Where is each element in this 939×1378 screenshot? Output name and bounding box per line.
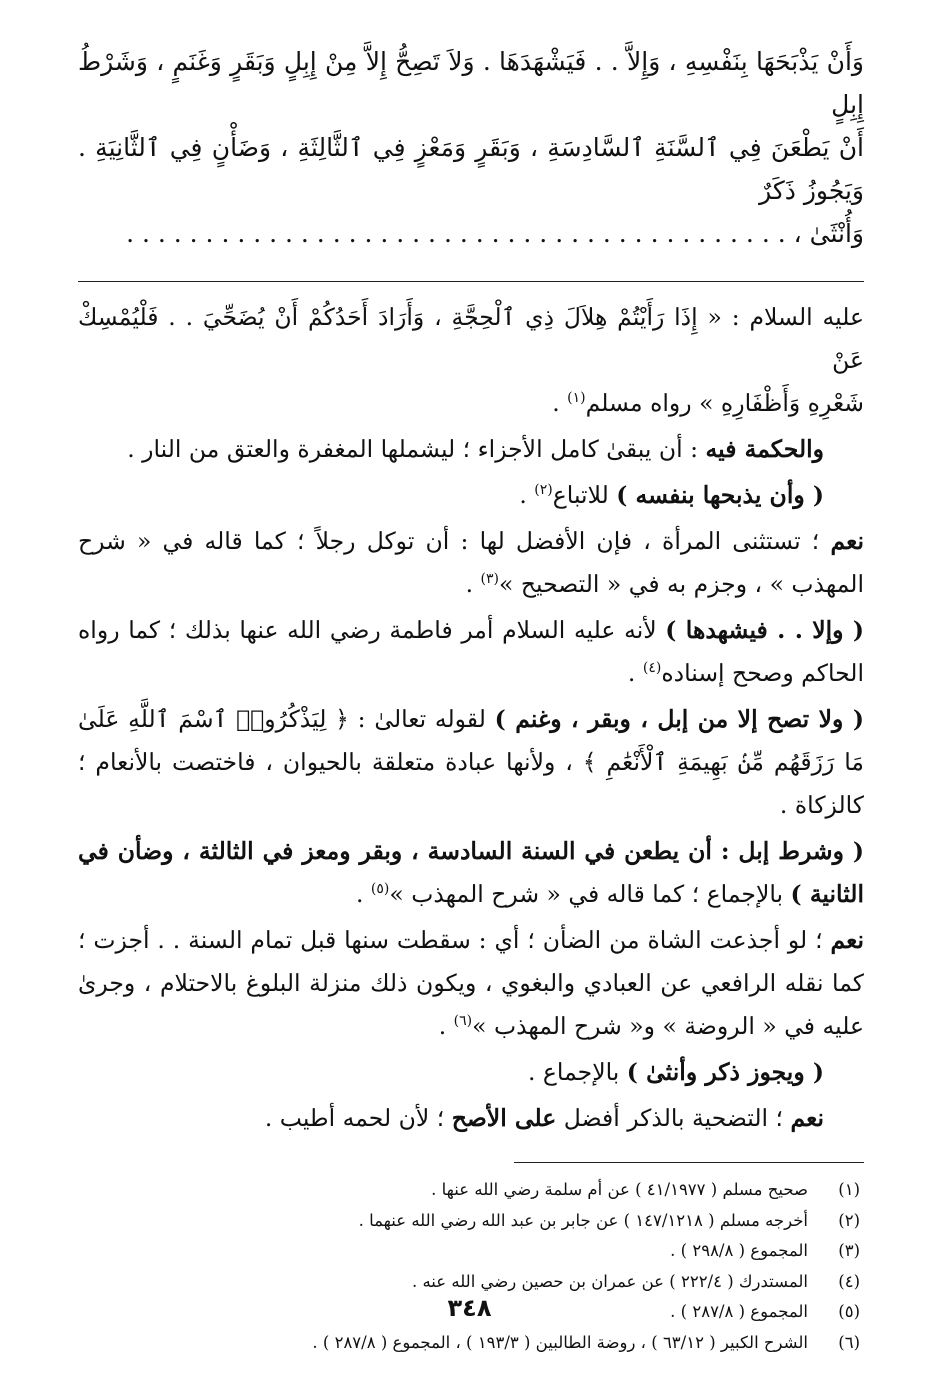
- paragraph-hikma: [78, 428, 864, 471]
- footnote-ref[interactable]: (١): [567, 390, 586, 407]
- bold-term: نعم: [790, 1104, 824, 1132]
- paragraph-shahada: [78, 609, 864, 695]
- footnote-number: (٦): [838, 1332, 860, 1352]
- sharh-text: [78, 296, 864, 1140]
- paragraph-text: ؛ تستثنى المرأة ، فإن الأفضل لها : أن توكل رجلاً ؛ كما قاله في « شرح المهذب » ، وجزم به في « التصحيح »: [78, 527, 864, 598]
- footnote-text: أخرجه مسلم ( ١٤٧/١٢١٨ ) عن جابر بن عبد الله رضي الله عنهما .: [358, 1210, 808, 1230]
- period: .: [465, 570, 481, 598]
- bold-term: ( ولا تصح إلا من إبل ، وبقر ، وغنم ): [494, 705, 864, 733]
- paragraph-text: للاتباع: [552, 481, 617, 509]
- period: .: [355, 880, 371, 908]
- page-number: ٣٤٨: [447, 1294, 492, 1322]
- page-content: [78, 40, 864, 1358]
- footnote-text: المستدرك ( ٢٢٢/٤ ) عن عمران بن حصين رضي الله عنه .: [411, 1271, 808, 1291]
- hadith-text: عليه السلام : « إِذَا رَأَيْتُمْ هِلاَلَ ذِي ٱلْحِجَّةِ ، وَأَرَادَ أَحَدُكُمْ أَنْ يُضَحِّيَ . . فَلْيُمْسِكْ عَنْ: [78, 303, 864, 374]
- paragraph-text: لأنه عليه السلام أمر فاطمة رضي الله عنها بذلك ؛ كما رواه الحاكم وصحح إسناده: [78, 616, 864, 687]
- bold-term: ( وأن يذبحها بنفسه ): [616, 481, 824, 509]
- ellipsis-dots: . . . . . . . . . . . . . . . . . . . . . . . . . . . . . . . . . . . . . . . . . .: [126, 219, 786, 248]
- paragraph-mara: [78, 520, 864, 606]
- matn-line: أَنْ يَطْعَنَ فِي ٱلسَّنَةِ ٱلسَّادِسَةِ ، وَبَقَرٍ وَمَعْزٍ فِي ٱلثَّالِثَةِ ، وَضَأْنٍ فِي ٱلثَّانِيَةِ . وَيَجُوزُ ذَكَرٌ: [78, 133, 864, 205]
- bold-term: نعم: [830, 926, 864, 954]
- period: .: [438, 1012, 454, 1040]
- paragraph-text: ؛ التضحية بالذكر أفضل: [556, 1104, 791, 1132]
- footnote-ref[interactable]: (٢): [534, 482, 553, 499]
- footnote-ref[interactable]: (٥): [370, 881, 390, 898]
- bold-term: ( وإلا . . فيشهدها ): [665, 616, 864, 644]
- paragraph-text: : أن يبقىٰ كامل الأجزاء ؛ ليشملها المغفرة والعتق من النار .: [127, 435, 706, 463]
- paragraph-text: لقوله تعالىٰ : ﴿ لِيَذْكُرُوا۟ ٱسْمَ ٱللَّهِ عَلَىٰ مَا رَزَقَهُم مِّنۢ بَهِيمَةِ ٱلْأَنْعَٰمِ ﴾ ، ولأنها عبادة متعلقة بالحيوان ، فاختصت بالأنعام ؛ كالزكاة .: [78, 705, 864, 819]
- hadith-text-cont: شَعْرِهِ وَأَظْفَارِهِ » رواه مسلم: [585, 389, 864, 417]
- paragraph-hadith: [78, 296, 864, 425]
- bold-term: نعم: [830, 527, 864, 555]
- period: .: [519, 481, 535, 509]
- footnote-ref[interactable]: (٤): [642, 660, 662, 677]
- footnote-divider: [514, 1162, 864, 1163]
- footnote-text: الشرح الكبير ( ٦٣/١٢ ) ، روضة الطالبين ( ١٩٣/٣ ) ، المجموع ( ٢٨٧/٨ ) .: [312, 1332, 808, 1352]
- bold-term: على الأصح: [451, 1104, 557, 1132]
- paragraph-text: بالإجماع ؛ كما قاله في « شرح المهذب »: [389, 880, 791, 908]
- paragraph-jadha: [78, 919, 864, 1048]
- bold-term: ( وشرط إبل : أن يطعن في السنة السادسة ، وبقر ومعز في الثالثة ، وضأن في الثانية ): [78, 837, 864, 908]
- footnote-number: (٢): [838, 1210, 860, 1230]
- footnote-number: (٥): [838, 1302, 860, 1321]
- footnote-text: صحيح مسلم ( ٤١/١٩٧٧ ) عن أم سلمة رضي الله عنها .: [431, 1180, 808, 1199]
- matn-line: [78, 212, 864, 255]
- footnote-item: [78, 1206, 864, 1237]
- footnote-number: (٣): [838, 1241, 860, 1260]
- footnote-number: (١): [838, 1180, 860, 1199]
- footnote-number: (٤): [838, 1271, 860, 1291]
- footnote-item: [78, 1236, 864, 1267]
- matn-line-end: وَأُنْثَىٰ ،: [793, 219, 864, 248]
- matn-line: وَأَنْ يَذْبَحَهَا بِنَفْسِهِ ، وَإِلاَّ . . فَيَشْهَدَهَا . وَلاَ تَصِحُّ إِلاَّ مِنْ إِبِلٍ وَبَقَرٍ وَغَنَمٍ ، وَشَرْطُ إِبِلٍ: [78, 47, 864, 119]
- footnote-ref[interactable]: (٦): [453, 1013, 473, 1030]
- footnotes: [78, 1175, 864, 1358]
- footnote-item: [78, 1328, 864, 1359]
- paragraph-afdal: [78, 1097, 864, 1140]
- paragraph-text: بالإجماع .: [527, 1058, 627, 1086]
- footnote-item: [78, 1267, 864, 1298]
- period: .: [627, 659, 643, 687]
- footnote-text: المجموع ( ٢٩٨/٨ ) .: [670, 1241, 808, 1260]
- bold-term: والحكمة فيه: [705, 435, 824, 463]
- paragraph-sinn: [78, 830, 864, 916]
- paragraph-text: ؛ لأن لحمه أطيب .: [264, 1104, 452, 1132]
- paragraph-dhakar: [78, 1051, 864, 1094]
- footnote-ref[interactable]: (٣): [480, 571, 500, 588]
- matn-divider: [78, 281, 864, 282]
- bold-term: ( ويجوز ذكر وأنثىٰ ): [626, 1058, 824, 1086]
- paragraph-text: ؛ لو أجذعت الشاة من الضأن ؛ أي : سقطت سنها قبل تمام السنة . . أجزت ؛ كما نقله الرافعي عن العبادي والبغوي ، ويكون ذلك منزلة البلوغ بالاحتلام ، وجرىٰ عليه في « الروضة » و« شرح المهذب »: [78, 926, 864, 1040]
- paragraph-dhabh: [78, 474, 864, 517]
- footnote-item: [78, 1175, 864, 1206]
- footnote-text: المجموع ( ٢٨٧/٨ ) .: [670, 1302, 808, 1321]
- matn-text: [78, 40, 864, 255]
- period: .: [552, 389, 568, 417]
- paragraph-anam: [78, 698, 864, 827]
